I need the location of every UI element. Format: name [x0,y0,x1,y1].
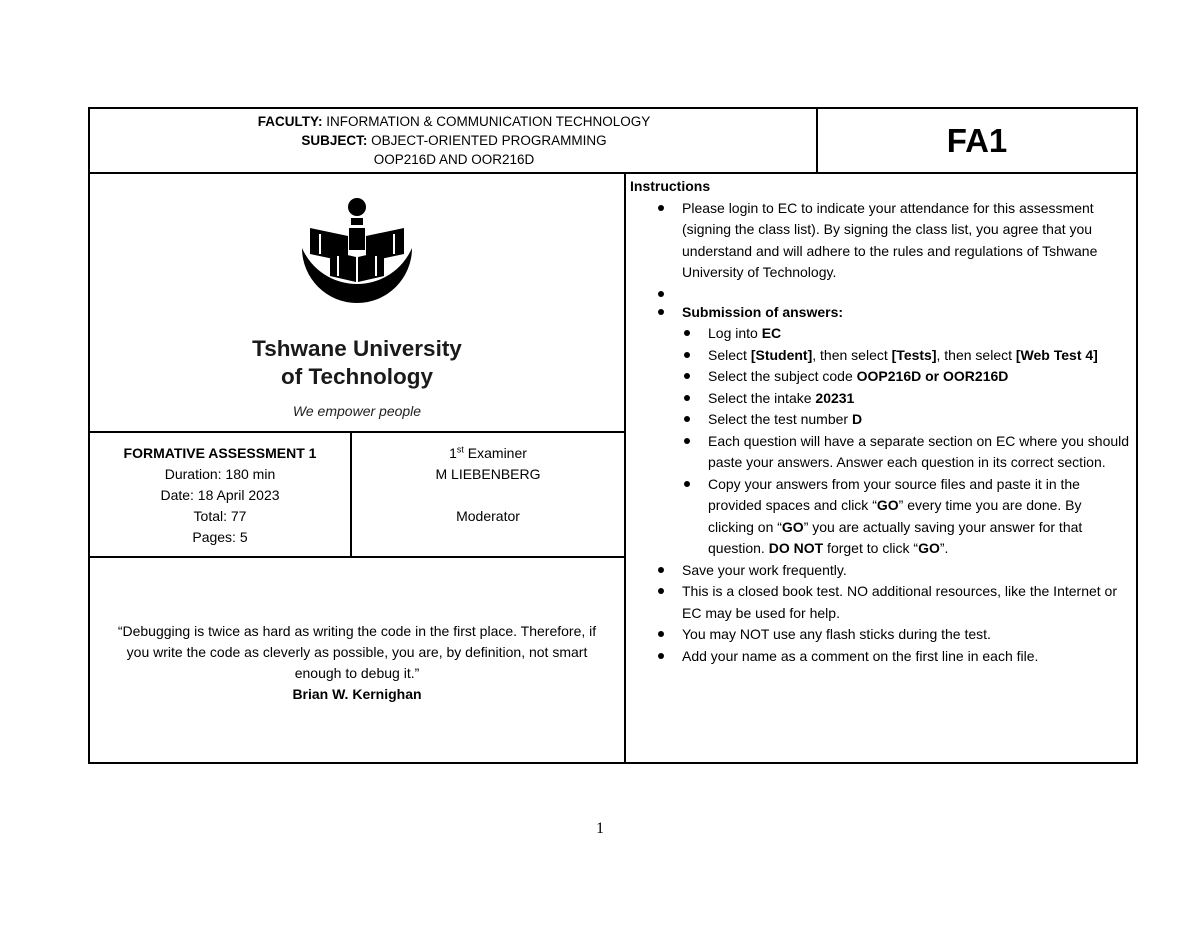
faculty-line: FACULTY: INFORMATION & COMMUNICATION TECHNOLOGY [257,114,651,129]
list-item: Select [Student], then select [Tests], then select [Web Test 4] [630,345,1130,367]
university-name-line2: of Technology [280,364,434,389]
list-item: Select the subject code OOP216D or OOR216D [630,366,1130,388]
list-item: Log into EC [630,323,1130,345]
examiner-details [352,433,624,557]
list-item: Copy your answers from your source files and paste it in the provided spaces and click “GO” every time you are done. By clicking on “GO” you are actually saving your answer for that question. DO NOT forget to click “GO”. [630,474,1130,560]
university-emblem-icon [290,196,424,326]
instructions-block [626,174,1136,764]
quote-author: Brian W. Kernighan [292,686,422,702]
quote-block [90,558,624,764]
instructions-title: Instructions [630,178,711,194]
page-number: 1 [596,820,604,837]
subject-line: SUBJECT: OBJECT-ORIENTED PROGRAMMING [301,133,607,148]
university-motto: We empower people [292,403,422,419]
list-item: Please login to EC to indicate your attendance for this assessment (signing the class list). By signing the class list, you agree that you understand and will adhere to the rules and regulations of Tshwane University of Technology. [630,198,1130,284]
instructions-list [630,198,1130,668]
university-logo-block [90,174,624,431]
list-item: Save your work frequently. [630,560,1130,582]
examiner-label: 1st Examiner [449,444,527,461]
assessment-details [90,433,350,557]
list-item: Submission of answers: Log into EC Select [Student], then select [Tests], then select [Web Test 4] Select the subject code OOP216D or OOR216D Select the intake 20231 Select the test number D Each question will have a separate section on EC where you should paste your answers. Answer each question in its correct section. Copy your answers from your source files and paste it in the provided spaces and click “GO” every time you are done. By clicking on “GO” you are actually saving your answer for that question. DO NOT forget to click “GO”. [630,302,1130,560]
list-item: Select the test number D [630,409,1130,431]
header-info [90,109,818,172]
assessment-date: Date: 18 April 2023 [160,487,280,503]
assessment-pages: Pages: 5 [192,529,248,545]
assessment-code: FA1 [946,121,1008,159]
list-item: Select the intake 20231 [630,388,1130,410]
subject-codes: OOP216D AND OOR216D [373,152,535,167]
examiner-name: M LIEBENBERG [435,466,541,482]
cover-table [88,107,1138,764]
assessment-total: Total: 77 [193,508,247,524]
list-item: Add your name as a comment on the first line in each file. [630,646,1130,668]
list-item: This is a closed book test. NO additional resources, like the Internet or EC may be used for help. [630,581,1130,624]
assessment-duration: Duration: 180 min [164,466,276,482]
quote-text: “Debugging is twice as hard as writing the code in the first place. Therefore, if you write the code as cleverly as possible, you are, by definition, not smart enough to debug it.” [117,623,597,681]
list-item: You may NOT use any flash sticks during the test. [630,624,1130,646]
assessment-title: FORMATIVE ASSESSMENT 1 [123,445,317,461]
moderator-label: Moderator [456,508,520,524]
list-item: Each question will have a separate section on EC where you should paste your answers. Answer each question in its correct section. [630,431,1130,474]
submission-steps [682,323,1130,560]
university-name-line1: Tshwane University [252,336,462,361]
